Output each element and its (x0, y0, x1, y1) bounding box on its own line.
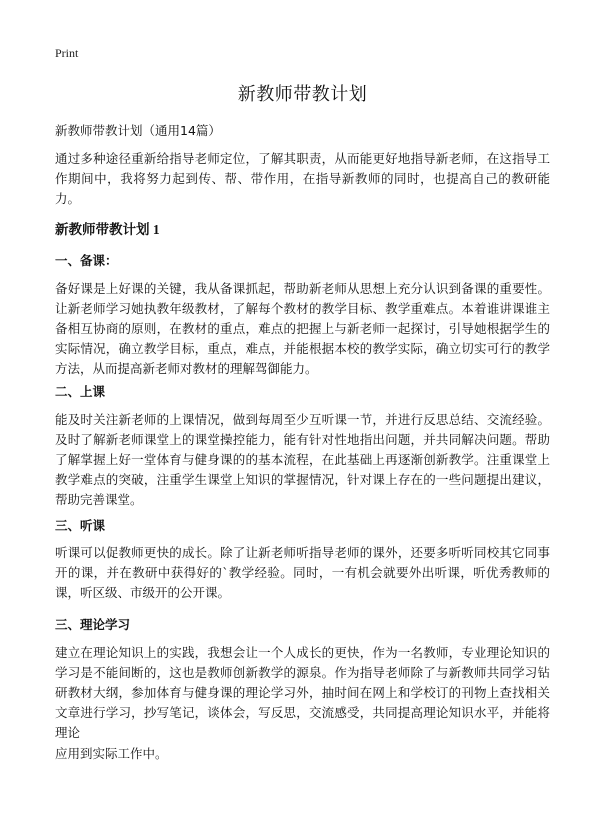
paragraph-teaching: 能及时关注新老师的上课情况，做到每周至少互听课一节，并进行反思总结、交流经验。及时了解新老师课堂上的课堂操控能力，能有针对性地指出问题，并共同解决问题。帮助了解掌握上好一堂体育与健身课的的基本流程，在此基础上再逐渐创新教学。注重课堂上教学难点的突破，注重学生课堂上知识的掌握情况，针对课上存在的一些问题提出建议，帮助完善课堂。 (55, 412, 550, 507)
heading-lesson-prep: 一、备课： (55, 253, 118, 268)
paragraph-lesson-prep: 备好课是上好课的关键，我从备课抓起，帮助新老师从思想上充分认识到备课的重要性。让新老师学习她执教年级教材，了解每个教材的教学目标、教学重难点。本着谁讲课谁主备相互协商的原则，在教材的重点，难点的把握上与新老师一起探讨，引导她根据学生的实际情况，确立教学目标，重点，难点，并能根据本校的教学实际，确立切实可行的教学方法，从而提高新老师对教材的理解驾御能力。 (55, 281, 550, 376)
paragraph-observation: 听课可以促教师更快的成长。除了让新老师听指导老师的课外，还要多听听同校其它同事开的课，并在教研中获得好的`教学经验。同时，一有机会就要外出听课，听优秀教师的课，听区级、市级开的公开课。 (55, 545, 550, 600)
heading-observation: 三、听课 (55, 518, 106, 533)
heading-teaching: 二、上课 (55, 384, 106, 399)
document-subtitle: 新教师带教计划（通用14篇） (55, 123, 221, 138)
intro-paragraph: 通过多种途径重新给指导老师定位，了解其职责，从而能更好地指导新老师，在这指导工作期间中，我将努力起到传、帮、带作用，在指导新教师的同时，也提高自己的教研能力。 (55, 151, 550, 206)
closing-paragraph: 应用到实际工作中。 (55, 746, 168, 761)
heading-theory-study: 三、理论学习 (55, 617, 131, 632)
section-title: 新教师带教计划 1 (55, 222, 160, 237)
paragraph-theory-study: 建立在理论知识上的实践，我想会让一个人成长的更快，作为一名教师，专业理论知识的学习是不能间断的，这也是教师创新教学的源泉。作为指导老师除了与新教师共同学习钻研教材大纲，参加体育与健身课的理论学习外，抽时间在网上和学校订的刊物上查找相关文章进行学习，抄写笔记，谈体会，写反思，交流感受，共同提高理论知识水平，并能将理论 (55, 645, 550, 740)
document-page (55, 0, 550, 828)
print-link[interactable]: Print (55, 46, 79, 60)
page-title: 新教师带教计划 (237, 84, 368, 105)
